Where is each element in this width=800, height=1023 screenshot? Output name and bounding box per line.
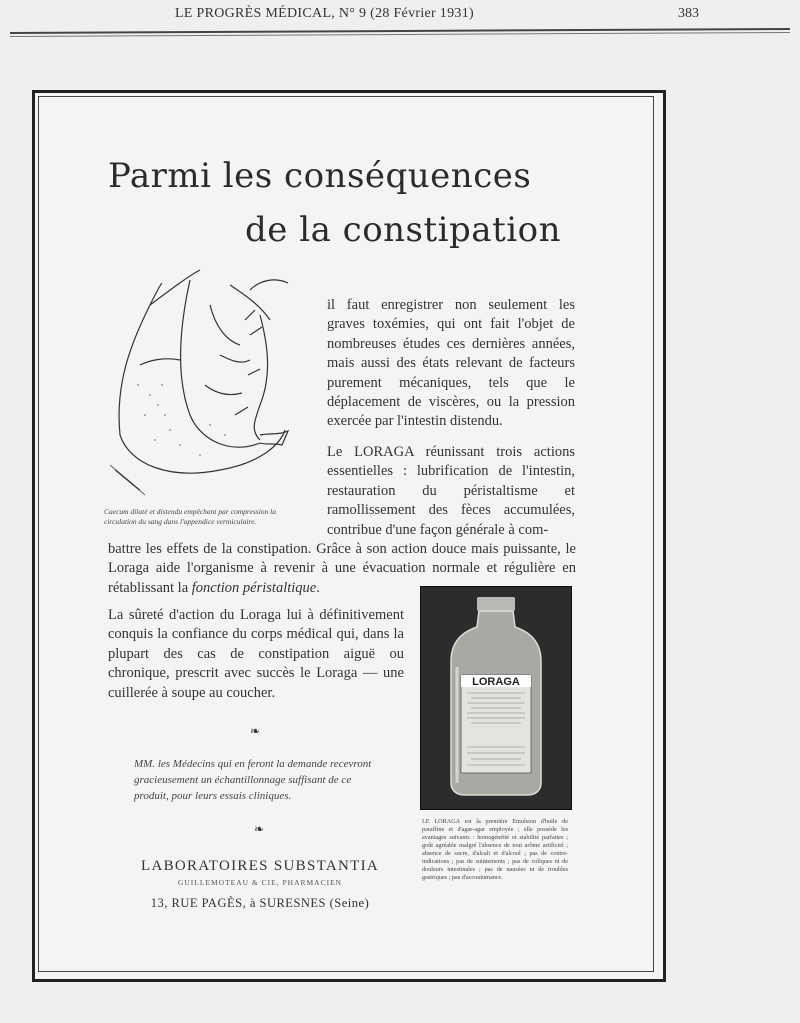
- paragraph-2-end: .: [316, 579, 320, 596]
- bottle-note: LE LORAGA est la première Emulsion d'huile de paraffine et d'agar-agar employée ; elle possède les avantages suivants : homogénéité et stabilité parfaites ; goût agréable malgré l'absence de tout arôme artificiel ; absence de sucre, d'alcali et d'alcool ; pas de contre-indications ; pas de suintements ; pas de coliques ni de douleurs intestinales ; pas de nausées ni de troubles gastriques ; pas d'accoutumance.: [422, 818, 568, 881]
- journal-header: [0, 0, 800, 40]
- paragraph-2-text: battre les effets de la constipation. Grâce à son action douce mais puissante, le Loraga aide l'organisme à revenir à une évacuation normale et régulière en rétablissant la: [108, 541, 576, 596]
- bottle-label-brand: LORAGA: [472, 676, 520, 688]
- paragraph-2-part1: Le LORAGA réunissant trois actions essentielles : lubrification de l'intestin, restauration du péristaltisme et ramollissement des fèces accumulées, contribue d'une façon générale à com-: [327, 444, 575, 538]
- paragraph-3: La sûreté d'action du Loraga lui à définitivement conquis la confiance du corps médical qui, dans la plupart des cas de constipation aiguë ou chronique, prescrit avec succès le Loraga — une cuillerée à soupe au coucher.: [108, 607, 404, 701]
- intestine-engraving-icon: [110, 265, 295, 500]
- page-number: 383: [678, 6, 699, 21]
- laboratory-address: 13, RUE PAGÈS, à SURESNES (Seine): [150, 896, 370, 910]
- journal-title: LE PROGRÈS MÉDICAL, N° 9 (28 Février 1931): [175, 6, 474, 21]
- ad-title-line2: de la constipation: [245, 210, 561, 250]
- loraga-bottle-photo: [420, 586, 572, 810]
- laboratory-pharmacist: GUILLEMOTEAU & CIE, PHARMACIEN: [177, 878, 343, 887]
- ad-title-line1: Parmi les conséquences: [108, 156, 532, 196]
- fleuron-separator-2: ❧: [254, 822, 265, 836]
- fleuron-separator: ❧: [250, 724, 261, 738]
- paragraph-1: il faut enregistrer non seulement les graves toxémies, qui ont fait l'objet de nombreuses études ces dernières années, mais aussi des états relevant de facteurs purement mécaniques, tels que le déplacement de viscères, ou la pression exercée par l'intestin distendu.: [327, 297, 575, 430]
- laboratory-name: LABORATOIRES SUBSTANTIA: [140, 858, 380, 874]
- illustration-caption: Caecum dilaté et distendu empêchant par compression la circulation du sang dans l'appendice vermiculaire.: [104, 507, 276, 526]
- doctors-note: MM. les Médecins qui en feront la demande recevront gracieusement un échantillonnage suffisant de ce produit, pour leurs essais cliniques.: [134, 758, 372, 802]
- paragraph-2-italic: fonction péristaltique: [191, 579, 317, 596]
